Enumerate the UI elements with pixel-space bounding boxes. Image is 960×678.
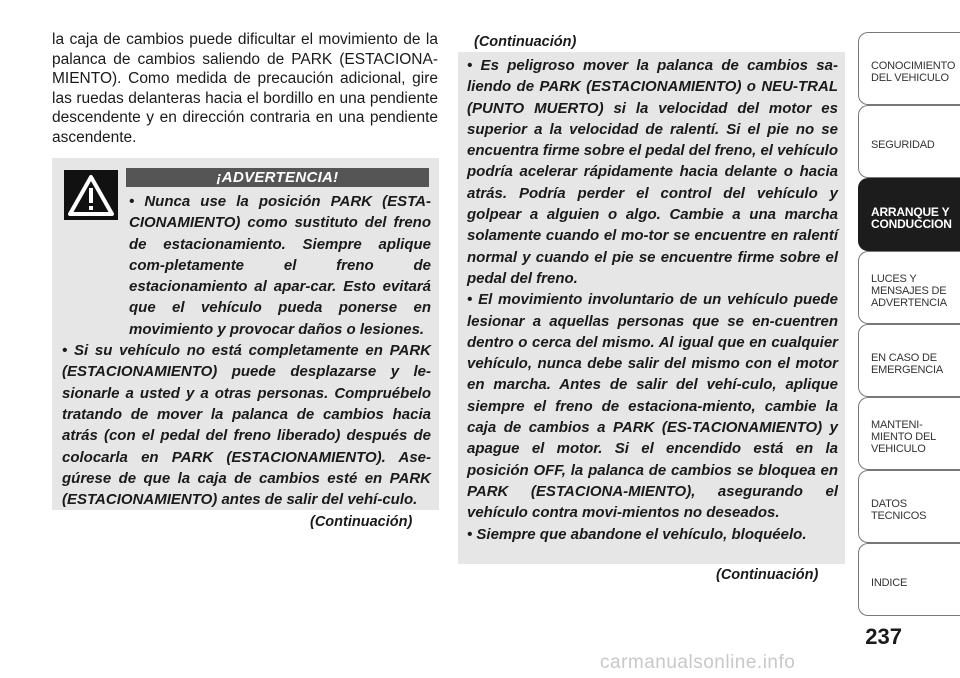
tab-datos-tecnicos[interactable]: DATOS TECNICOS (858, 470, 960, 543)
warning-title: ¡ADVERTENCIA! (126, 168, 429, 187)
right-continued-header: (Continuación) (474, 34, 577, 50)
warning-item: • Si su vehículo no está completamente en PARK (ESTACIONAMIENTO) puede desplazarse y le-sionarle a usted y a otras personas. Compruébelo tratando de mover la palanca de cambios hacia atrás (con el pedal del freno liberado) después de colocarla en PARK (ESTACIONAMIENTO). Ase-gúrese de que la caja de cambios esté en PARK (ESTACIONAMIENTO) antes de salir del vehí-culo. (62, 342, 431, 509)
warning-item: • Nunca use la posición PARK (ESTA-CIONAMIENTO) como sustituto del freno de estacionamiento. Siempre aplique com-pletamente el freno de estacionamiento al apar-car. Esto evitará que el vehículo pueda ponerse en movimiento y provocar daños o lesiones. (129, 193, 431, 338)
watermark: carmanualsonline.info (600, 652, 796, 673)
tab-arranque-y-conduccion[interactable]: ARRANQUE Y CONDUCCION (858, 178, 960, 251)
warning-item: • Es peligroso mover la palanca de cambios sa-liendo de PARK (ESTACIONAMIENTO) o NEU-TRAL (PUNTO MUERTO) si la velocidad del motor es superior a la velocidad de ralentí. Si el pie no se encuentra firme sobre el pedal del freno, el vehículo podría acelerar rápidamente hacia delante o hacia atrás. Podría perder el control del vehículo y golpear a alguien o algo. Cambie a una marcha solamente cuando el mo-tor se encuentre en ralentí normal y cuando el pie se encuentre firme sobre el pedal del freno. (467, 57, 838, 287)
page-number: 237 (865, 624, 902, 649)
warning-item: • El movimiento involuntario de un vehículo puede lesionar a aquellas personas que se en-cuentren dentro o cerca del mismo. Al igual que en cualquier vehículo, nunca debe salir del mismo con el motor en marcha. Antes de salir del vehí-culo, aplique siempre el freno de estaciona-miento, cambie la caja de cambios a PARK (ES-TACIONAMIENTO) y apague el motor. Si el encendido está en la posición OFF, la palanca de cambios se bloquea en PARK (ESTACIONA-MIENTO), asegurando el vehículo contra movi-mientos no deseados. (467, 291, 838, 522)
tab-luces-y-mensajes[interactable]: LUCES Y MENSAJES DE ADVERTENCIA (858, 251, 960, 324)
tab-seguridad[interactable]: SEGURIDAD (858, 105, 960, 178)
tab-conocimiento-del-vehiculo[interactable]: CONOCIMIENTO DEL VEHICULO (858, 32, 960, 105)
warning-box (52, 158, 439, 510)
continued-warning-box (458, 52, 845, 564)
chapter-tabs (858, 32, 960, 616)
continued-warning-body (467, 55, 838, 545)
warning-continued-label: (Continuación) (310, 514, 413, 530)
tab-en-caso-de-emergencia[interactable]: EN CASO DE EMERGENCIA (858, 324, 960, 397)
intro-paragraph: la caja de cambios puede dificultar el movimiento de la palanca de cambios saliendo de PARK (ESTACIONA-MIENTO). Como medida de precaución adicional, gire las ruedas delanteras hacia el bordillo en una pendiente descendente y en dirección contraria en una pendiente ascendente. (52, 31, 438, 146)
warning-item: • Siempre que abandone el vehículo, bloquéelo. (467, 525, 807, 543)
tab-mantenimiento-del-vehiculo[interactable]: MANTENI- MIENTO DEL VEHICULO (858, 397, 960, 470)
warning-body (62, 191, 431, 510)
right-continued-footer: (Continuación) (716, 567, 819, 583)
tab-indice[interactable]: INDICE (858, 543, 960, 616)
